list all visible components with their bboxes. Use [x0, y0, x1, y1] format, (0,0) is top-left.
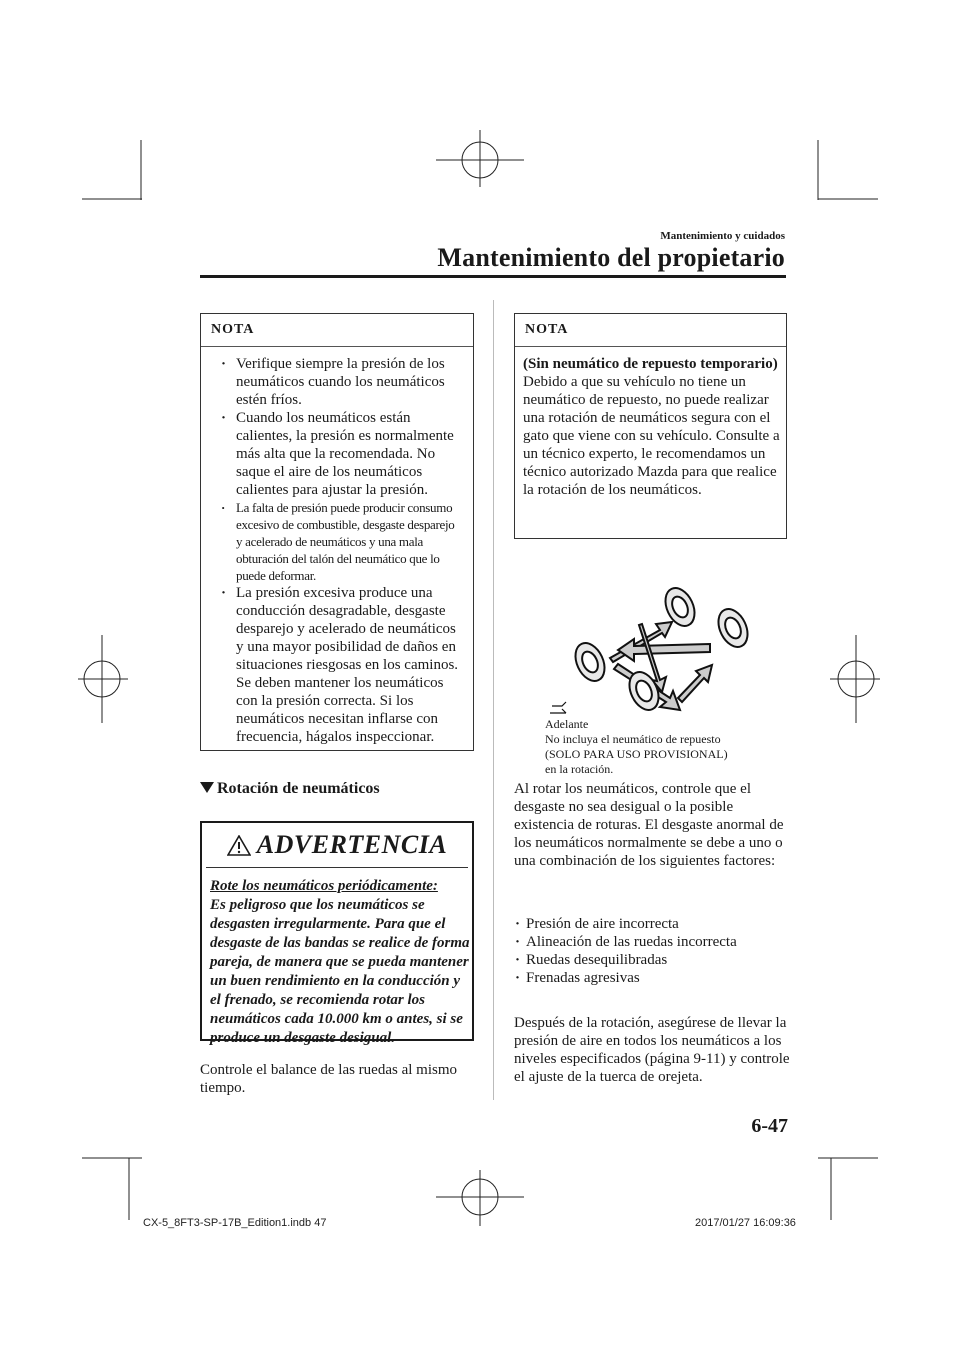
- caption-line: No incluya el neumático de repuesto: [545, 732, 721, 746]
- note-box-left: [200, 313, 474, 751]
- note-label: NOTA: [515, 314, 786, 347]
- factor-item: · Ruedas desequilibradas: [515, 951, 737, 969]
- header-rule: [200, 275, 786, 278]
- note-item: · La falta de presión puede producir consumo excesivo de combustible, desgaste desparejo y acelerado de neumáticos y una mala obturación del talón del neumático que lo puede deformar.: [211, 499, 463, 584]
- tire-rotation-diagram: [560, 580, 760, 720]
- caption-line: (SOLO PARA USO PROVISIONAL): [545, 747, 728, 761]
- front-direction-icon: [548, 700, 572, 716]
- factor-list: [515, 915, 737, 987]
- warning-rule: [206, 867, 468, 868]
- factor-item: · Frenadas agresivas: [515, 969, 737, 987]
- section-heading: [200, 780, 380, 798]
- column-divider: [493, 300, 494, 1100]
- note-label: NOTA: [201, 314, 473, 347]
- note-heading: (Sin neumático de repuesto temporario): [523, 356, 778, 372]
- warning-text: [210, 877, 472, 1048]
- factor-item: · Presión de aire incorrecta: [515, 915, 737, 933]
- section-heading-text: Rotación de neumáticos: [217, 780, 380, 797]
- note-list: [211, 355, 463, 746]
- section-label: Mantenimiento y cuidados: [660, 230, 785, 242]
- figure-caption: [545, 717, 728, 777]
- note-text: Debido a que su vehículo no tiene un neumático de repuesto, no puede realizar una rotación de neumáticos segura con el gato que viene con su vehículo. Consulte a un técnico experto, le recomendamos un técnico autorizado Mazda para que realice la rotación de los neumáticos.: [523, 374, 780, 498]
- caption-line: en la rotación.: [545, 762, 614, 776]
- warning-box: [200, 821, 474, 1046]
- balance-paragraph: Controle el balance de las ruedas al mismo tiempo.: [200, 1062, 457, 1096]
- footer-timestamp: 2017/01/27 16:09:36: [695, 1217, 796, 1229]
- note-item: · La presión excesiva produce una conducción desagradable, desgaste desparejo y acelerado de neumáticos y una mayor posibilidad de daños en situaciones riesgosas en los caminos. Se deben mantener los neumáticos con la presión correcta. Si los neumáticos necesitan inflarse con frecuencia, hágalos inspeccionar.: [211, 584, 463, 746]
- note-body: [201, 347, 473, 754]
- rotation-arrows: [610, 622, 712, 710]
- note-item: · Verifique siempre la presión de los neumáticos cuando los neumáticos estén fríos.: [211, 355, 463, 409]
- note-item: · Cuando los neumáticos están calientes, la presión es normalmente más alta que la recomendada. No saque el aire de los neumáticos calientes para ajustar la presión.: [211, 409, 463, 499]
- footer-file: CX-5_8FT3-SP-17B_Edition1.indb 47: [143, 1217, 327, 1229]
- warning-header: [202, 823, 472, 867]
- after-rotation-paragraph: Después de la rotación, asegúrese de llevar la presión de aire en todos los neumáticos a los niveles especificados (página 9-11) y controle el ajuste de la tuerca de orejeta.: [514, 1015, 790, 1085]
- page-title: Mantenimiento del propietario: [437, 243, 785, 272]
- warning-body: Es peligroso que los neumáticos se desgasten irregularmente. Para que el desgaste de las bandas se realice de forma pareja, de manera que se pueda mantener un buen rendimiento en la conducción y el frenado, se recomienda rotar los neumáticos cada 10.000 km o antes, si se produce un desgaste desigual.: [210, 897, 470, 1046]
- front-label: Adelante: [545, 717, 589, 731]
- tire-icon: [713, 604, 753, 651]
- note-body: [515, 347, 786, 507]
- triangle-bullet-icon: [200, 782, 214, 793]
- note-box-right: [514, 313, 787, 539]
- rotation-paragraph: Al rotar los neumáticos, controle que el desgaste no sea desigual o la posible existencia de roturas. El desgaste anormal de los neumáticos normalmente se debe a uno o una combinación de los siguientes factores:: [514, 781, 784, 869]
- warning-triangle-icon: [227, 835, 251, 856]
- page-number: 6-47: [751, 1115, 788, 1137]
- factor-item: · Alineación de las ruedas incorrecta: [515, 933, 737, 951]
- warning-underlined: Rote los neumáticos periódicamente:: [210, 878, 438, 894]
- tire-icon: [570, 638, 610, 685]
- warning-title: ADVERTENCIA: [256, 830, 448, 859]
